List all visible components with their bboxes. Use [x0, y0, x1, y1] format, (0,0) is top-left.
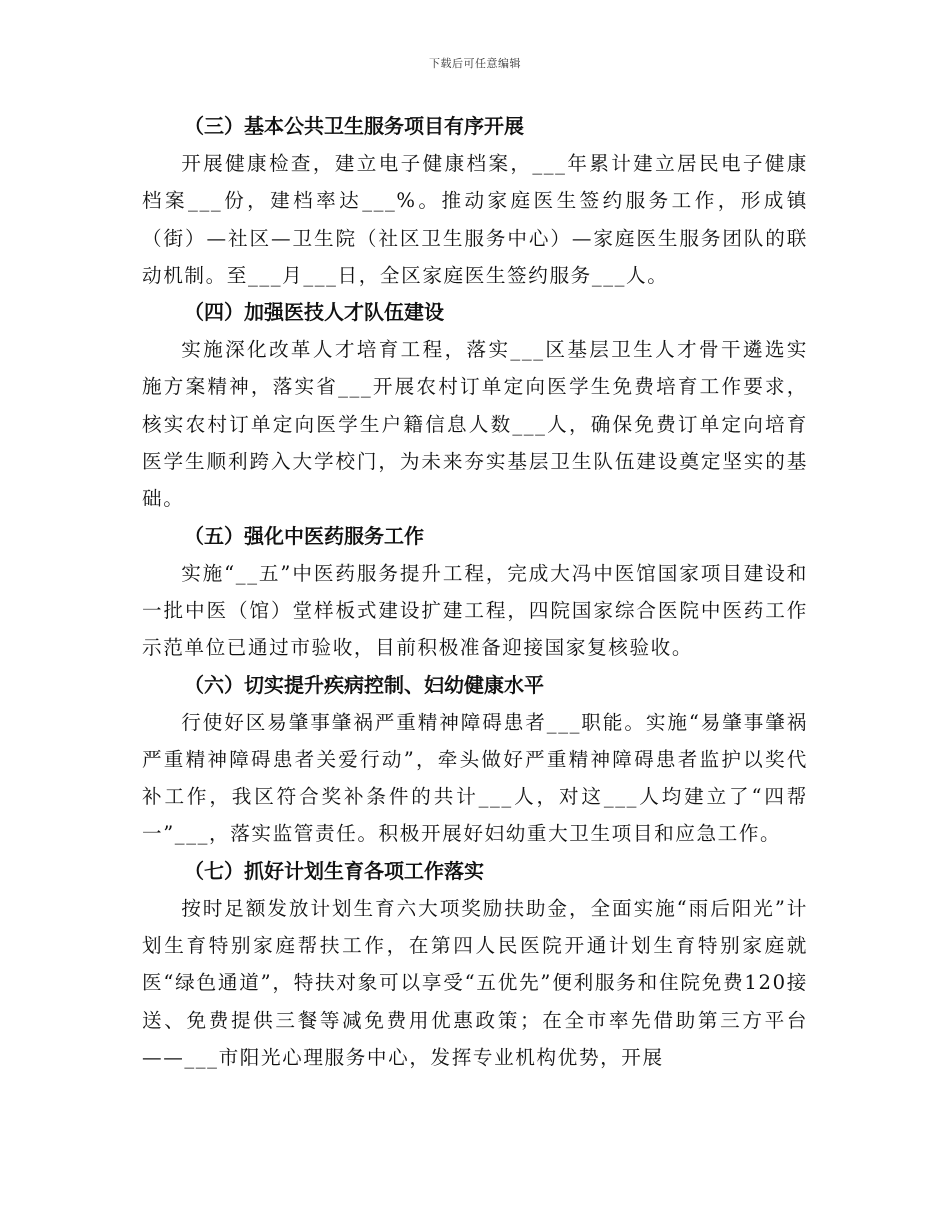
section-3 — [142, 108, 808, 294]
section-paragraph: 实施“__五”中医药服务提升工程，完成大冯中医馆国家项目建设和一批中医（馆）堂样板式建设扩建工程，四院国家综合医院中医药工作示范单位已通过市验收，目前积极准备迎接国家复核验收。 — [142, 561, 808, 660]
section-heading: （六）切实提升疾病控制、妇幼健康水平 — [184, 672, 544, 697]
section-6 — [142, 667, 808, 853]
section-heading: （三）基本公共卫生服务项目有序开展 — [184, 114, 524, 138]
section-heading: （四）加强医技人才队伍建设 — [184, 300, 444, 325]
section-7 — [142, 853, 808, 1076]
section-paragraph: 开展健康检查，建立电子健康档案，___年累计建立居民电子健康档案___份，建档率达___%。推动家庭医生签约服务工作，形成镇（街）—社区—卫生院（社区卫生服务中心）—家庭医生服务团队的联动机制。至___月___日，全区家庭医生签约服务___人。 — [142, 152, 808, 287]
section-paragraph: 行使好区易肇事肇祸严重精神障碍患者___职能。实施“易肇事肇祸严重精神障碍患者关爱行动”，牵头做好严重精神障碍患者监护以奖代补工作，我区符合奖补条件的共计___人，对这___人均建立了“四帮一”___，落实监管责任。积极开展好妇幼重大卫生项目和应急工作。 — [142, 710, 808, 846]
section-5 — [142, 518, 808, 667]
section-paragraph: 实施深化改革人才培育工程，落实___区基层卫生人才骨干遴选实施方案精神，落实省___开展农村订单定向医学生免费培育工作要求，核实农村订单定向医学生户籍信息人数___人，确保免费订单定向培育医学生顺利跨入大学校门，为未来夯实基层卫生队伍建设奠定坚实的基础。 — [142, 338, 808, 511]
section-4 — [142, 294, 808, 517]
section-heading: （五）强化中医药服务工作 — [184, 523, 424, 548]
section-heading: （七）抓好计划生育各项工作落实 — [184, 858, 484, 883]
page-header: 下载后可任意编辑 — [429, 57, 521, 70]
section-paragraph: 按时足额发放计划生育六大项奖励扶助金，全面实施“雨后阳光”计划生育特别家庭帮扶工作，在第四人民医院开通计划生育特别家庭就医“绿色通道”，特扶对象可以享受“五优先”便利服务和住院免费120接送、免费提供三餐等减免费用优惠政策；在全市率先借助第三方平台——___市阳光心理服务中心，发挥专业机构优势，开展 — [142, 896, 808, 1069]
document-body — [142, 108, 808, 1076]
